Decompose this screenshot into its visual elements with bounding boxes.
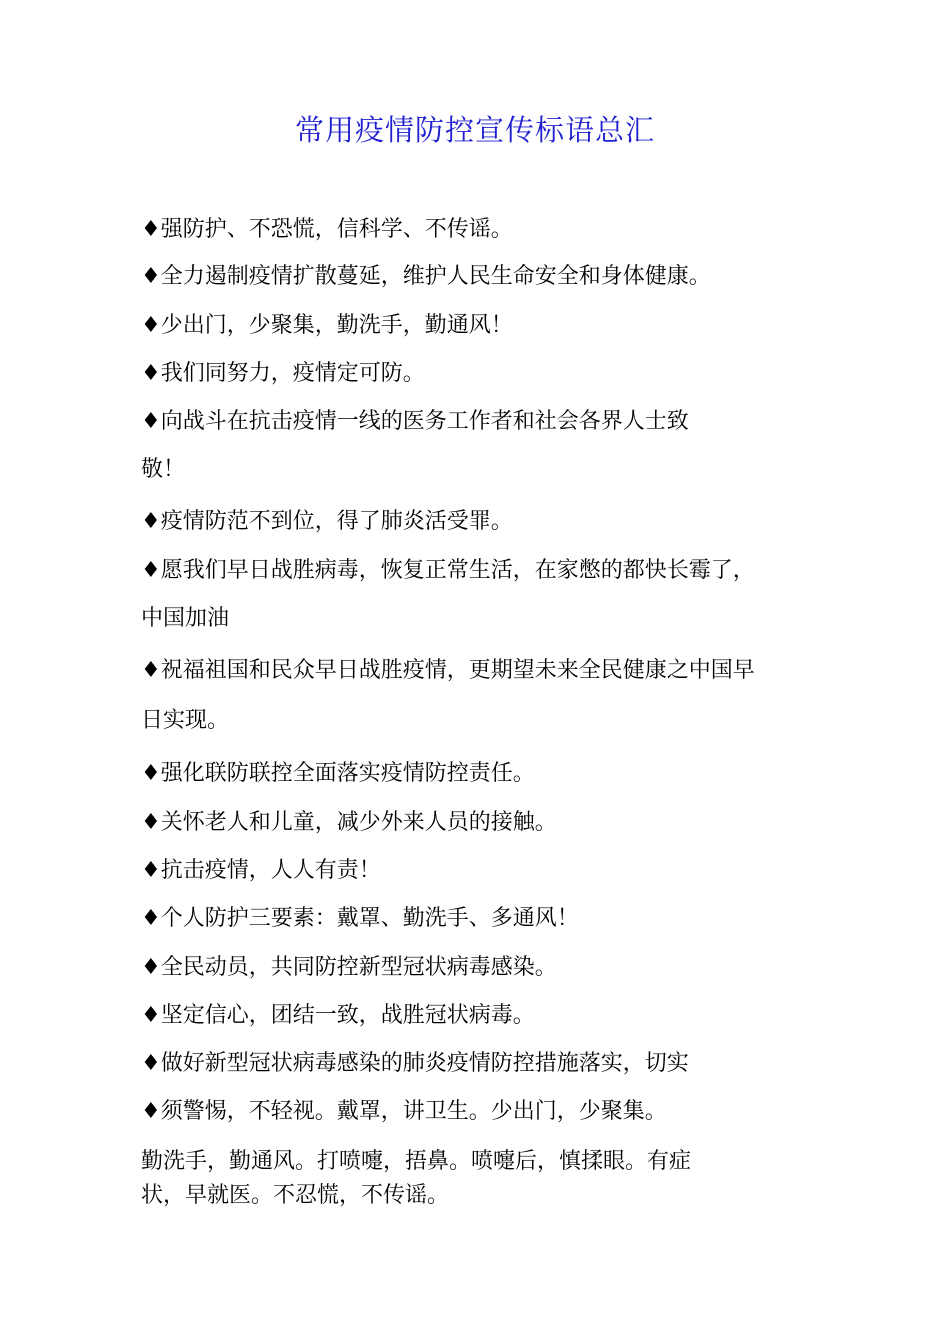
- slogan-line: ♦全民动员，共同防控新型冠状病毒感染。: [141, 955, 557, 980]
- slogan-line: ♦坚定信心，团结一致，战胜冠状病毒。: [141, 1003, 535, 1028]
- slogan-line-continued: 勤洗手，勤通风。打喷嚏，捂鼻。喷嚏后，慎揉眼。有症: [141, 1149, 692, 1174]
- slogan-line: ♦做好新型冠状病毒感染的肺炎疫情防控措施落实，切实: [141, 1051, 689, 1076]
- slogan-line: ♦我们同努力，疫情定可防。: [141, 361, 425, 386]
- slogan-line: ♦关怀老人和儿童，减少外来人员的接触。: [141, 810, 557, 835]
- slogan-line-continued: 中国加油: [141, 606, 230, 631]
- slogan-line: ♦祝福祖国和民众早日战胜疫情，更期望未来全民健康之中国早: [141, 658, 755, 683]
- slogan-line: ♦抗击疫情，人人有责！: [141, 858, 381, 883]
- document-title: 常用疫情防控宣传标语总汇: [294, 113, 655, 147]
- slogan-line: ♦须警惕，不轻视。戴罩，讲卫生。少出门，少聚集。: [141, 1099, 667, 1124]
- slogan-line-continued: 日实现。: [141, 708, 230, 733]
- slogan-line: ♦强防护、不恐慌，信科学、不传谣。: [141, 217, 513, 242]
- slogan-line: ♦愿我们早日战胜病毒，恢复正常生活，在家憋的都快长霉了，: [141, 558, 755, 583]
- slogan-line: ♦全力遏制疫情扩散蔓延，维护人民生命安全和身体健康。: [141, 264, 711, 289]
- slogan-line: ♦疫情防范不到位，得了肺炎活受罪。: [141, 509, 513, 534]
- slogan-line: ♦个人防护三要素：戴罩、勤洗手、多通风！: [141, 906, 579, 931]
- slogan-line: ♦向战斗在抗击疫情一线的医务工作者和社会各界人士致: [141, 409, 689, 434]
- slogan-line: ♦少出门，少聚集，勤洗手，勤通风！: [141, 313, 513, 338]
- slogan-line-continued: 状，早就医。不忍慌，不传谣。: [141, 1183, 450, 1208]
- slogan-line: ♦强化联防联控全面落实疫情防控责任。: [141, 761, 535, 786]
- slogan-line-continued: 敬！: [141, 457, 186, 482]
